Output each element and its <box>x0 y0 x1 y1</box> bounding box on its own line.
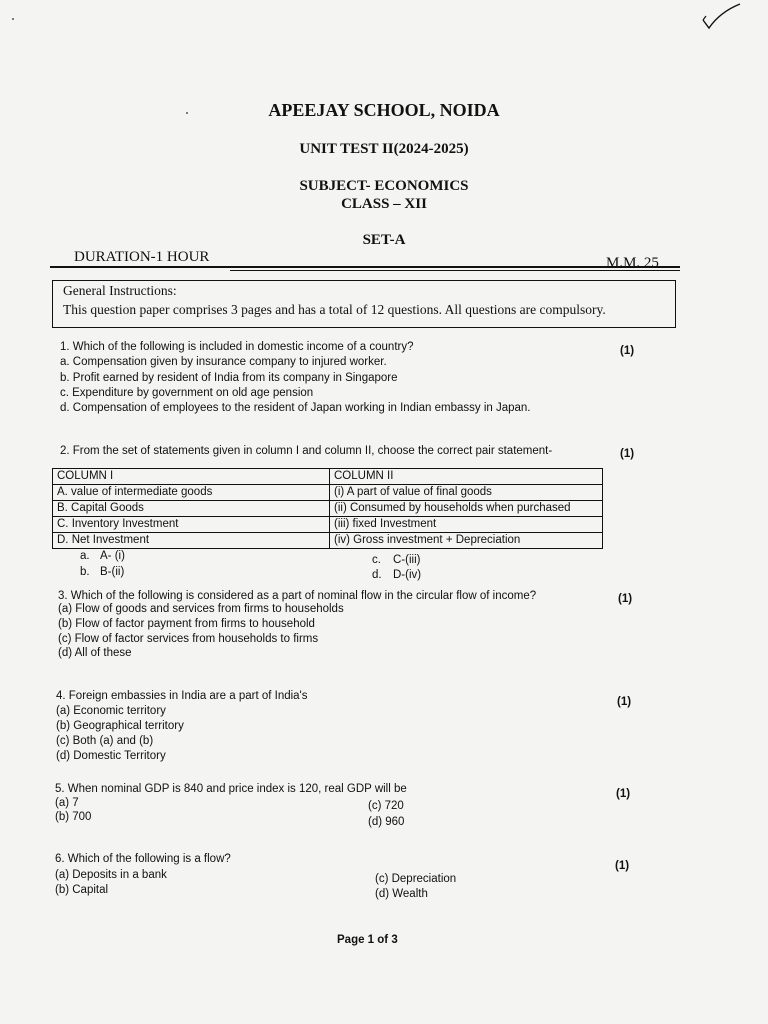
question-6: 6. Which of the following is a flow? <box>55 853 231 865</box>
question-3: 3. Which of the following is considered as a part of nominal flow in the circular flow of income? <box>58 590 537 602</box>
q1-option-c: c. Expenditure by government on old age pension <box>60 387 314 399</box>
table-row <box>53 485 603 501</box>
q2-option-a-text: A- (i) <box>100 550 125 562</box>
table-row <box>53 533 603 549</box>
header-rule-thin <box>230 270 680 271</box>
marks-1: (1) <box>620 345 635 357</box>
table-header-col1: COLUMN I <box>53 469 330 485</box>
table-cell: (iii) fixed Investment <box>330 517 603 533</box>
table-header-col2: COLUMN II <box>330 469 603 485</box>
column-match-table <box>52 468 603 549</box>
question-2: 2. From the set of statements given in column I and column II, choose the correct pair statement- <box>60 445 553 457</box>
q1-option-a: a. Compensation given by insurance company to injured worker. <box>60 356 387 368</box>
instructions-text: This question paper comprises 3 pages and has a total of 12 questions. All questions are compulsory. <box>63 302 606 317</box>
q4-option-d: (d) Domestic Territory <box>56 750 166 762</box>
table-cell: (iv) Gross investment + Depreciation <box>330 533 603 549</box>
class-title: CLASS – XII <box>341 196 427 212</box>
instructions-title: General Instructions: <box>63 283 177 298</box>
q4-option-c: (c) Both (a) and (b) <box>56 735 154 747</box>
q2-option-d-letter: d. <box>372 569 382 581</box>
header-rule <box>50 266 680 268</box>
q5-option-b: (b) 700 <box>55 811 92 823</box>
q3-option-b: (b) Flow of factor payment from firms to household <box>58 618 315 630</box>
marks-5: (1) <box>616 788 631 800</box>
q1-option-b: b. Profit earned by resident of India from its company in Singapore <box>60 372 398 384</box>
test-title: UNIT TEST II(2024-2025) <box>299 141 469 157</box>
q2-option-c-letter: c. <box>372 554 381 566</box>
duration: DURATION-1 HOUR <box>74 249 210 265</box>
subject-title: SUBJECT- ECONOMICS <box>299 178 469 194</box>
q1-option-d: d. Compensation of employees to the resident of Japan working in Indian embassy in Japan. <box>60 402 531 414</box>
marks-3: (1) <box>618 593 633 605</box>
q2-option-b-text: B-(ii) <box>100 566 125 578</box>
marks-6: (1) <box>615 860 630 872</box>
q2-option-a-letter: a. <box>80 550 90 562</box>
q3-option-a: (a) Flow of goods and services from firms to households <box>58 603 344 615</box>
q5-option-c: (c) 720 <box>368 800 404 812</box>
q3-option-c: (c) Flow of factor services from households to firms <box>58 633 319 645</box>
q2-option-d-text: D-(iv) <box>393 569 422 581</box>
set-title: SET-A <box>362 232 406 248</box>
marks-2: (1) <box>620 448 635 460</box>
table-cell: C. Inventory Investment <box>53 517 330 533</box>
table-cell: B. Capital Goods <box>53 501 330 517</box>
check-mark-icon <box>700 2 744 32</box>
table-row <box>53 517 603 533</box>
school-name: APEEJAY SCHOOL, NOIDA <box>268 100 500 120</box>
marks-4: (1) <box>617 696 632 708</box>
q4-option-b: (b) Geographical territory <box>56 720 184 732</box>
q6-option-d: (d) Wealth <box>375 888 428 900</box>
question-5: 5. When nominal GDP is 840 and price index is 120, real GDP will be <box>55 783 407 795</box>
table-header-row <box>53 469 603 485</box>
question-4: 4. Foreign embassies in India are a part of India's <box>56 690 308 702</box>
q5-option-a: (a) 7 <box>55 797 79 809</box>
question-1: 1. Which of the following is included in domestic income of a country? <box>60 341 414 353</box>
q4-option-a: (a) Economic territory <box>56 705 166 717</box>
table-cell: A. value of intermediate goods <box>53 485 330 501</box>
page-number: Page 1 of 3 <box>337 934 398 946</box>
q2-option-b-letter: b. <box>80 566 90 578</box>
max-marks: M.M. 25 <box>606 255 659 271</box>
q6-option-c: (c) Depreciation <box>375 873 457 885</box>
q6-option-b: (b) Capital <box>55 884 109 896</box>
table-row <box>53 501 603 517</box>
q6-option-a: (a) Deposits in a bank <box>55 869 167 881</box>
table-cell: (i) A part of value of final goods <box>330 485 603 501</box>
scan-speck <box>12 18 14 20</box>
table-cell: (ii) Consumed by households when purchased <box>330 501 603 517</box>
q2-option-c-text: C-(iii) <box>393 554 421 566</box>
q3-option-d: (d) All of these <box>58 647 132 659</box>
table-cell: D. Net Investment <box>53 533 330 549</box>
q5-option-d: (d) 960 <box>368 816 405 828</box>
